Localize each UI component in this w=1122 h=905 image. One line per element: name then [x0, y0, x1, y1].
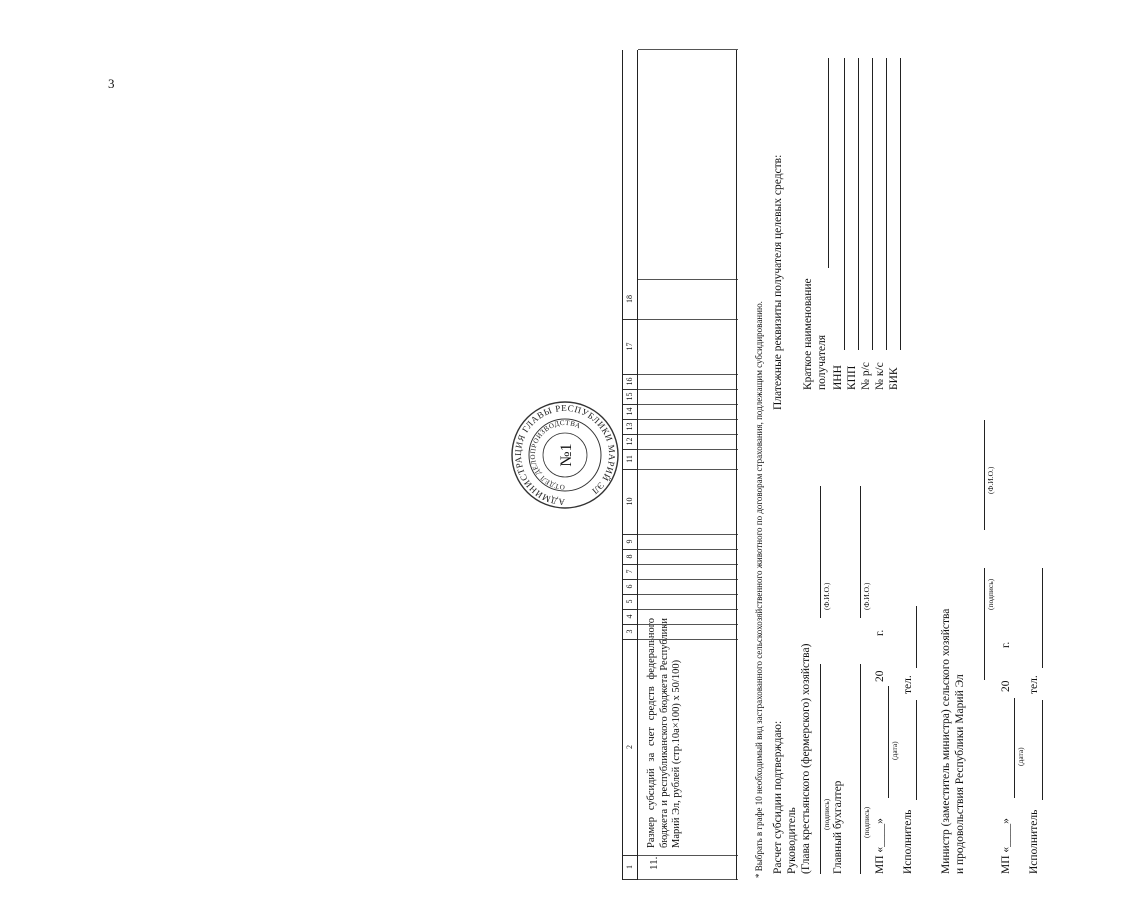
executor-line: [916, 700, 917, 800]
head-label: Руководитель: [786, 807, 798, 874]
seal-center-number: №1: [558, 443, 575, 467]
phone-line: [916, 606, 917, 668]
accountant-label: Главный бухгалтер: [832, 780, 844, 874]
executor-label: Исполнитель: [902, 809, 914, 874]
minister-year-suffix: г.: [1000, 641, 1012, 648]
inn-label: ИНН: [832, 365, 844, 390]
table-header-cell: 6: [623, 579, 637, 595]
year-prefix: 20: [874, 670, 886, 682]
head-sign-caption: (подпись): [822, 798, 831, 830]
date-caption: (дата): [890, 741, 899, 760]
minister-fio-line: [984, 420, 985, 530]
confirm-title: Расчет субсидии подтверждаю:: [772, 720, 784, 874]
head-sign-line: [820, 664, 821, 874]
table-column-line: [638, 49, 738, 50]
table-header-cell: 8: [623, 549, 637, 565]
table-header-cell: 5: [623, 594, 637, 610]
seal-inner-text: ОТДЕЛ ДЕЛОПРОИЗВОДСТВА: [528, 418, 582, 492]
table-bottom-line: [736, 50, 737, 880]
table-column-line: [638, 374, 738, 375]
head-sublabel: (Глава крестьянского (фермерского) хозяйства): [800, 643, 812, 874]
table-header-cell: 10: [623, 469, 637, 535]
table-column-line: [638, 594, 738, 595]
kpp-line: [858, 58, 859, 350]
table-column-line: [638, 319, 738, 320]
table-header-cell: 4: [623, 609, 637, 625]
table-column-line: [638, 609, 738, 610]
head-fio-caption: (Ф.И.О.): [822, 582, 831, 610]
accountant-sign-line: [860, 664, 861, 874]
table-header-cell: 16: [623, 374, 637, 390]
minister-sign-line: [984, 568, 985, 680]
mp-date-line: [888, 686, 889, 798]
minister-executor-line: [1042, 700, 1043, 800]
table-column-line: [638, 279, 738, 280]
table-column-line: [638, 404, 738, 405]
minister-phone-line: [1042, 568, 1043, 668]
bik-label: БИК: [888, 367, 900, 390]
table-column-line: [638, 879, 738, 880]
page-number: 3: [108, 76, 115, 91]
minister-date-line: [1014, 698, 1015, 798]
subsidy-table: [622, 50, 738, 880]
row-number: 11.: [648, 856, 660, 870]
table-header-cell: 11: [623, 449, 637, 470]
table-column-line: [638, 639, 738, 640]
short-name-line: [828, 58, 829, 268]
table-column-line: [638, 419, 738, 420]
rs-line: [872, 58, 873, 350]
minister-date-caption: (дата): [1016, 747, 1025, 766]
table-column-line: [638, 579, 738, 580]
table-header-cell: 7: [623, 564, 637, 580]
ks-line: [886, 58, 887, 350]
bik-line: [900, 58, 901, 350]
table-header-cell: 18: [623, 279, 637, 320]
accountant-sign-caption: (подпись): [862, 806, 871, 838]
minister-mp-label: МП «____»: [1000, 818, 1012, 874]
table-header-cell: 3: [623, 624, 637, 640]
accountant-fio-line: [860, 486, 861, 618]
kpp-label: КПП: [846, 365, 858, 390]
table-header-cell: 15: [623, 389, 637, 405]
table-header-cell: 2: [623, 639, 637, 856]
table-header-row: [622, 50, 638, 880]
table-header-cell: 1: [623, 855, 637, 880]
seal-outer-text: АДМИНИСТРАЦИЯ ГЛАВЫ РЕСПУБЛИКИ МАРИЙ ЭЛ: [512, 402, 618, 508]
short-name-label-2: получателя: [816, 335, 828, 390]
rotated-form: [622, 50, 1122, 880]
minister-year-prefix: 20: [1000, 680, 1012, 692]
requisites-title: Платежные реквизиты получателя целевых средств:: [772, 154, 784, 410]
table-header-cell: 9: [623, 534, 637, 550]
phone-label: тел.: [902, 675, 914, 694]
short-name-label: Краткое наименование: [802, 278, 814, 390]
table-column-line: [638, 549, 738, 550]
rs-label: № р/с: [860, 362, 872, 390]
mp-label: МП «____»: [874, 818, 886, 874]
table-column-line: [638, 624, 738, 625]
table-column-line: [638, 534, 738, 535]
minister-fio-caption: (Ф.И.О.): [986, 466, 995, 494]
table-header-cell: 12: [623, 434, 637, 450]
minister-sign-caption: (подпись): [986, 578, 995, 610]
head-fio-line: [820, 486, 821, 618]
minister-phone-label: тел.: [1028, 675, 1040, 694]
table-column-line: [638, 469, 738, 470]
official-seal: [510, 400, 620, 510]
minister-line1: Министр (заместитель министра) сельского хозяйства: [940, 608, 952, 874]
table-column-line: [638, 564, 738, 565]
table-header-cell: 13: [623, 419, 637, 435]
accountant-fio-caption: (Ф.И.О.): [862, 582, 871, 610]
row-description: Размер субсидий за счет средств федерального бюджета и республиканского бюджета Республики Марий Эл, рублей (стр.10а×100) х 50/100): [646, 618, 682, 848]
table-header-cell: 14: [623, 404, 637, 420]
footnote: * Выбрать в графе 10 необходимый вид застрахованного сельскохозяйственного животного по договорам страхования, подлежащим субсидированию.: [754, 301, 764, 878]
table-row-11: [638, 50, 738, 880]
minister-line2: и продовольствия Республики Марий Эл: [954, 674, 966, 874]
table-column-line: [638, 434, 738, 435]
table-column-line: [638, 855, 738, 856]
table-header-cell: 17: [623, 319, 637, 375]
inn-line: [844, 58, 845, 350]
ks-label: № к/с: [874, 362, 886, 390]
year-suffix: г.: [874, 629, 886, 636]
table-column-line: [638, 449, 738, 450]
minister-executor-label: Исполнитель: [1028, 809, 1040, 874]
table-column-line: [638, 389, 738, 390]
